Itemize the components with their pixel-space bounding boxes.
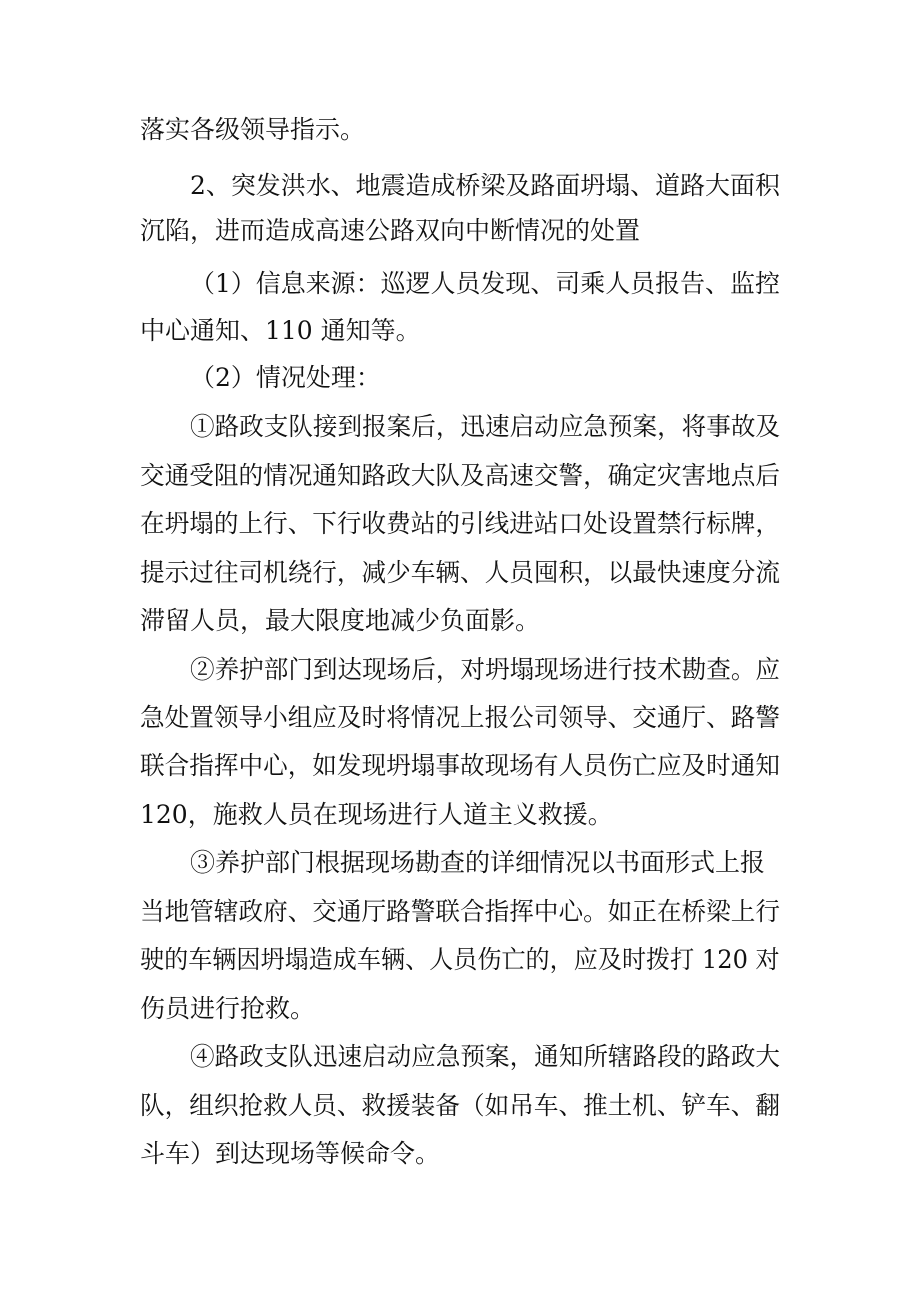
text-line: 队，组织抢救人员、救援装备（如吊车、推土机、铲车、翻 xyxy=(140,1091,781,1120)
text-line: 联合指挥中心，如发现坍塌事故现场有人员伤亡应及时通知 xyxy=(140,751,781,780)
text-line: 提示过往司机绕行，减少车辆、人员囤积，以最快速度分流 xyxy=(140,558,781,587)
text-line: 中心通知、110 通知等。 xyxy=(140,316,421,345)
text-line: （1）信息来源：巡逻人员发现、司乘人员报告、监控 xyxy=(190,269,780,298)
text-line: ④路政支队迅速启动应急预案，通知所辖路段的路政大 xyxy=(190,1042,780,1071)
text-line: 伤员进行抢救。 xyxy=(140,994,316,1023)
text-line: 驶的车辆因坍塌造成车辆、人员伤亡的，应及时拨打 120 对 xyxy=(140,945,780,974)
text-line: 落实各级领导指示。 xyxy=(140,115,366,144)
text-line: 在坍塌的上行、下行收费站的引线进站口处设置禁行标牌， xyxy=(140,509,781,538)
text-line: ③养护部门根据现场勘查的详细情况以书面形式上报 xyxy=(190,848,766,877)
text-line: ①路政支队接到报案后，迅速启动应急预案，将事故及 xyxy=(190,412,780,441)
text-line: 急处置领导小组应及时将情况上报公司领导、交通厅、路警 xyxy=(140,703,781,732)
text-line: 斗车）到达现场等候命令。 xyxy=(140,1139,441,1168)
text-line: （2）情况处理： xyxy=(190,363,381,392)
text-line: 沉陷，进而造成高速公路双向中断情况的处置 xyxy=(140,216,641,245)
text-line: 当地管辖政府、交通厅路警联合指挥中心。如正在桥梁上行 xyxy=(140,897,781,926)
text-line: 交通受阻的情况通知路政大队及高速交警，确定灾害地点后 xyxy=(140,461,781,490)
text-line: 滞留人员，最大限度地减少负面影。 xyxy=(140,606,541,635)
text-line: 2、突发洪水、地震造成桥梁及路面坍塌、道路大面积 xyxy=(190,171,780,200)
text-line: 120，施救人员在现场进行人道主义救援。 xyxy=(140,800,613,829)
text-line: ②养护部门到达现场后，对坍塌现场进行技术勘查。应 xyxy=(190,655,780,684)
